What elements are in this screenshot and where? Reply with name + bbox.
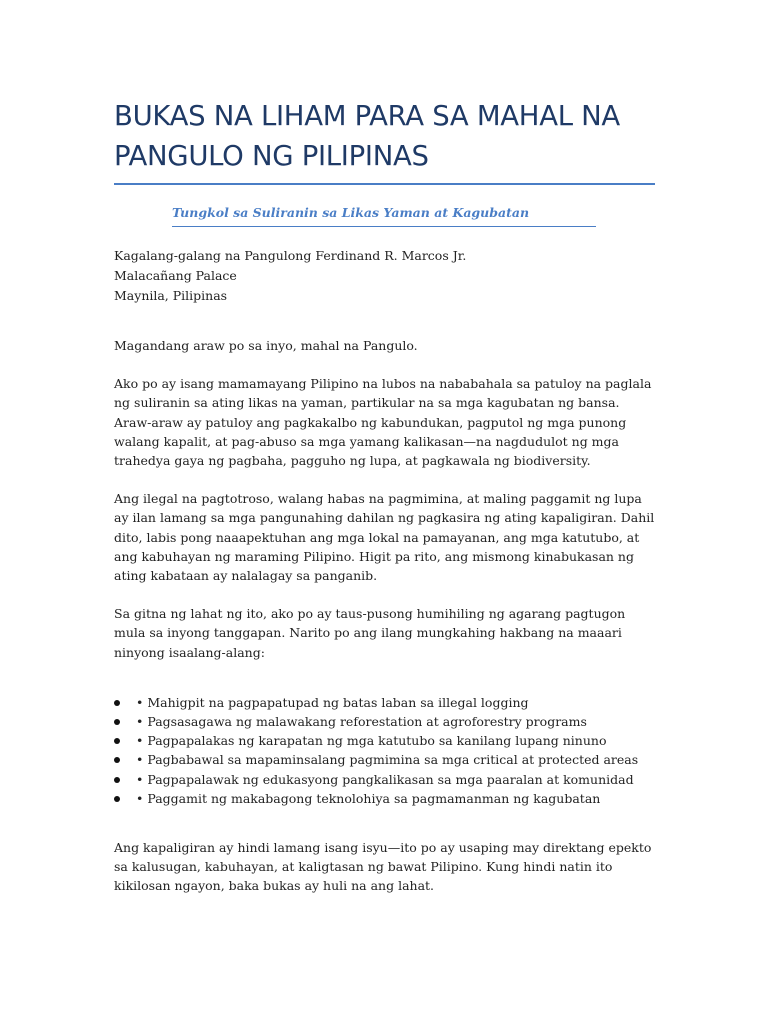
body-paragraph: Sa gitna ng lahat ng ito, ako po ay taus-pusong humihiling ng agarang pagtugon mula sa inyong tanggapan. Narito po ang ilang mungkahing hakbang na maaari ninyong isaalang-alang: [114,606,626,660]
subtitle-block [172,204,596,227]
bullet-icon [114,719,120,725]
page-title: BUKAS NA LIHAM PARA SA MAHAL NA PANGULO NG PILIPINAS [114,100,620,172]
closing-paragraph: Ang kapaligiran ay hindi lamang isang isyu—ito po ay usaping may direktang epekto sa kalusugan, kabuhayan, at kaligtasan ng bawat Pilipino. Kung hindi natin ito kikilosan ngayon, baka bukas ay huli na ang lahat. [114,840,652,894]
list-item-text: • Paggamit ng makabagong teknolohiya sa pagmamanman ng kagubatan [136,790,601,806]
recipient-address [114,246,655,306]
list-item-text: • Pagpapalawak ng edukasyong pangkalikasan sa mga paaralan at komunidad [136,771,634,787]
list-item [114,789,655,808]
list-item [114,770,655,789]
list-item [114,731,655,750]
bullet-icon [114,796,120,802]
list-item-text: • Pagpapalakas ng karapatan ng mga katutubo sa kanilang lupang ninuno [136,733,607,749]
address-line: Kagalang-galang na Pangulong Ferdinand R. Marcos Jr. [114,248,467,263]
bullet-icon [114,700,120,706]
bullet-icon [114,738,120,744]
subtitle: Tungkol sa Suliranin sa Likas Yaman at Kagubatan [172,205,530,220]
list-item [114,750,655,769]
list-item [114,693,655,712]
list-item-text: • Pagsasagawa ng malawakang reforestation at agroforestry programs [136,714,587,730]
address-line: Malacañang Palace [114,268,237,283]
suggestion-list [114,693,655,808]
body-paragraph: Ang ilegal na pagtotroso, walang habas na pagmimina, at maling paggamit ng lupa ay ilan lamang sa mga pangunahing dahilan ng pagkasira ng ating kapaligiran. Dahil dito, labis pong naaapektuhan ang mga lokal na pamayanan, ang mga katutubo, at ang kabuhayan ng maraming Pilipino. Higit pa rito, ang mismong kinabukasan ng ating kabataan ay nalalagay sa panganib. [114,491,655,584]
greeting: Magandang araw po sa inyo, mahal na Pangulo. [114,338,418,353]
bullet-icon [114,777,120,783]
title-underline [114,183,655,185]
list-item-text: • Pagbabawal sa mapaminsalang pagmimina sa mga critical at protected areas [136,752,639,768]
body-paragraph: Ako po ay isang mamamayang Pilipino na lubos na nababahala sa patuloy na paglala ng suliranin sa ating likas na yaman, partikular na sa mga kagubatan ng bansa. Araw-araw ay patuloy ang pagkakalbo ng kabundukan, pagputol ng mga punong walang kapalit, at pag-abuso sa mga yamang kalikasan—na nagdudulot ng mga trahedya gaya ng pagbaha, pagguho ng lupa, at pagkawala ng biodiversity. [114,376,652,469]
address-line: Maynila, Pilipinas [114,288,228,303]
list-item-text: • Mahigpit na pagpapatupad ng batas laban sa illegal logging [136,694,529,710]
list-item [114,712,655,731]
bullet-icon [114,757,120,763]
